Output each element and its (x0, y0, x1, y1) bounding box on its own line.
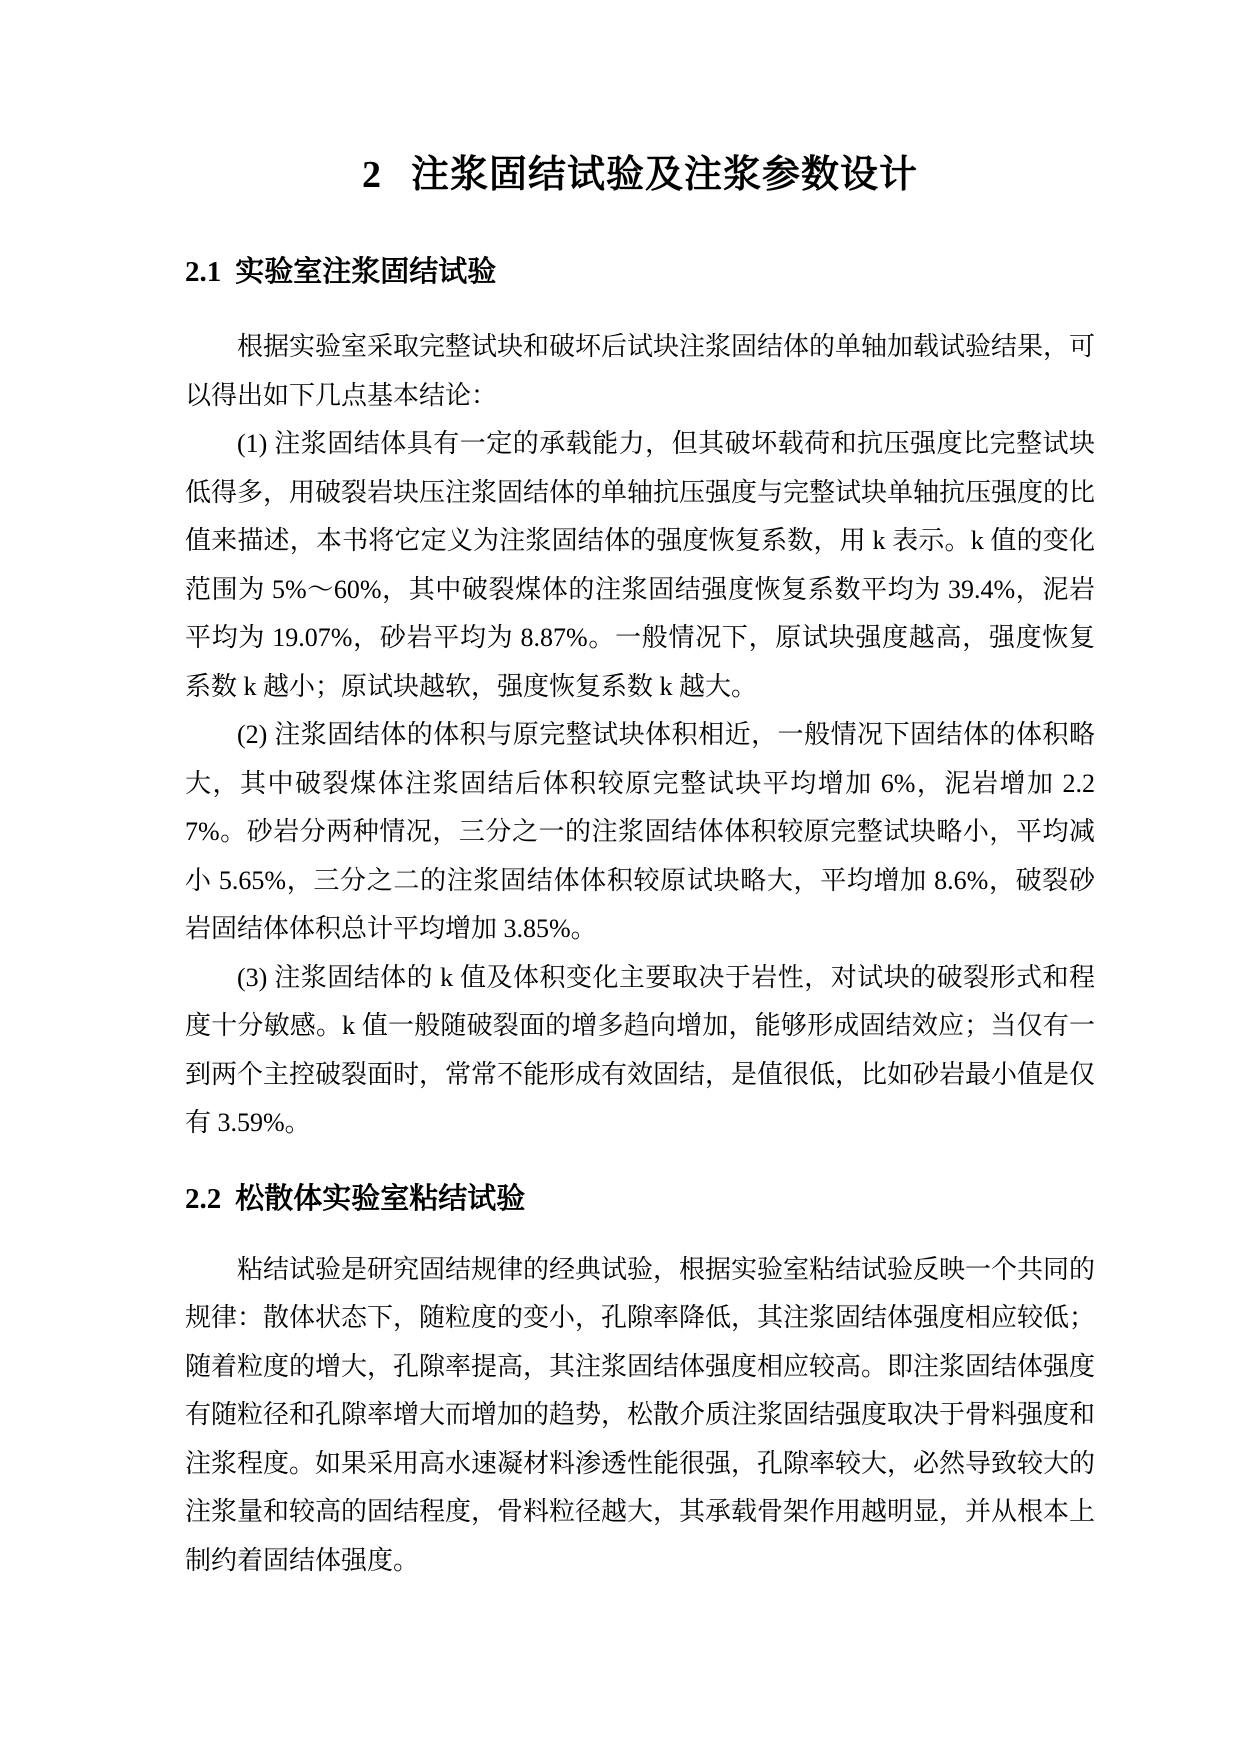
section-2-1-body (185, 323, 1095, 1148)
section-2-2-heading-text: 松散体实验室粘结试验 (235, 1182, 526, 1215)
chapter-number: 2 (361, 154, 381, 196)
section-2-2-heading (185, 1180, 1095, 1218)
chapter-title (185, 150, 1095, 201)
paragraph-intro: 根据实验室采取完整试块和破坏后试块注浆固结体的单轴加载试验结果，可以得出如下几点基本结论： (185, 332, 1096, 410)
paragraph-conclusion-1: (1) 注浆固结体具有一定的承载能力，但其破坏载荷和抗压强度比完整试块低得多，用破裂岩块压注浆固结体的单轴抗压强度与完整试块单轴抗压强度的比值来描述，本书将它定义为注浆固结体的强度恢复系数，用 k 表示。k 值的变化范围为 5%～60%，其中破裂煤体的注浆固结强度恢复系数平均为 39.4%，泥岩平均为 19.07%，砂岩平均为 8.87%。一般情况下，原试块强度越高，强度恢复系数 k 越小；原试块越软，强度恢复系数 k 越大。 (185, 429, 1096, 701)
section-2-1 (185, 253, 1095, 1148)
paragraph-conclusion-3: (3) 注浆固结体的 k 值及体积变化主要取决于岩性，对试块的破裂形式和程度十分敏感。k 值一般随破裂面的增多趋向增加，能够形成固结效应；当仅有一到两个主控破裂面时，常常不能形成有效固结，是值很低，比如砂岩最小值是仅有 3.59%。 (185, 962, 1096, 1138)
paragraph-conclusion-2: (2) 注浆固结体的体积与原完整试块体积相近，一般情况下固结体的体积略大，其中破裂煤体注浆固结后体积较原完整试块平均增加 6%，泥岩增加 2.27%。砂岩分两种情况，三分之一的注浆固结体体积较原完整试块略小，平均减小 5.65%，三分之二的注浆固结体体积较原试块略大，平均增加 8.6%，破裂砂岩固结体体积总计平均增加 3.85%。 (185, 720, 1095, 944)
section-2-2-body (185, 1246, 1095, 1586)
section-2-1-number: 2.1 (185, 256, 222, 289)
section-2-2 (185, 1180, 1095, 1586)
text-column (0, 150, 1240, 1585)
section-2-1-heading (185, 253, 1095, 291)
section-2-1-heading-text: 实验室注浆固结试验 (235, 256, 497, 289)
paragraph-bonding-test: 粘结试验是研究固结规律的经典试验，根据实验室粘结试验反映一个共同的规律：散体状态下，随粒度的变小，孔隙率降低，其注浆固结体强度相应较低；随着粒度的增大，孔隙率提高，其注浆固结体强度相应较高。即注浆固结体强度有随粒径和孔隙率增大而增加的趋势，松散介质注浆固结强度取决于骨料强度和注浆程度。如果采用高水速凝材料渗透性能很强，孔隙率较大，必然导致较大的注浆量和较高的固结程度，骨料粒径越大，其承载骨架作用越明显，并从根本上制约着固结体强度。 (185, 1254, 1096, 1575)
chapter-title-text: 注浆固结试验及注浆参数设计 (410, 154, 918, 196)
section-2-2-number: 2.2 (185, 1182, 222, 1215)
